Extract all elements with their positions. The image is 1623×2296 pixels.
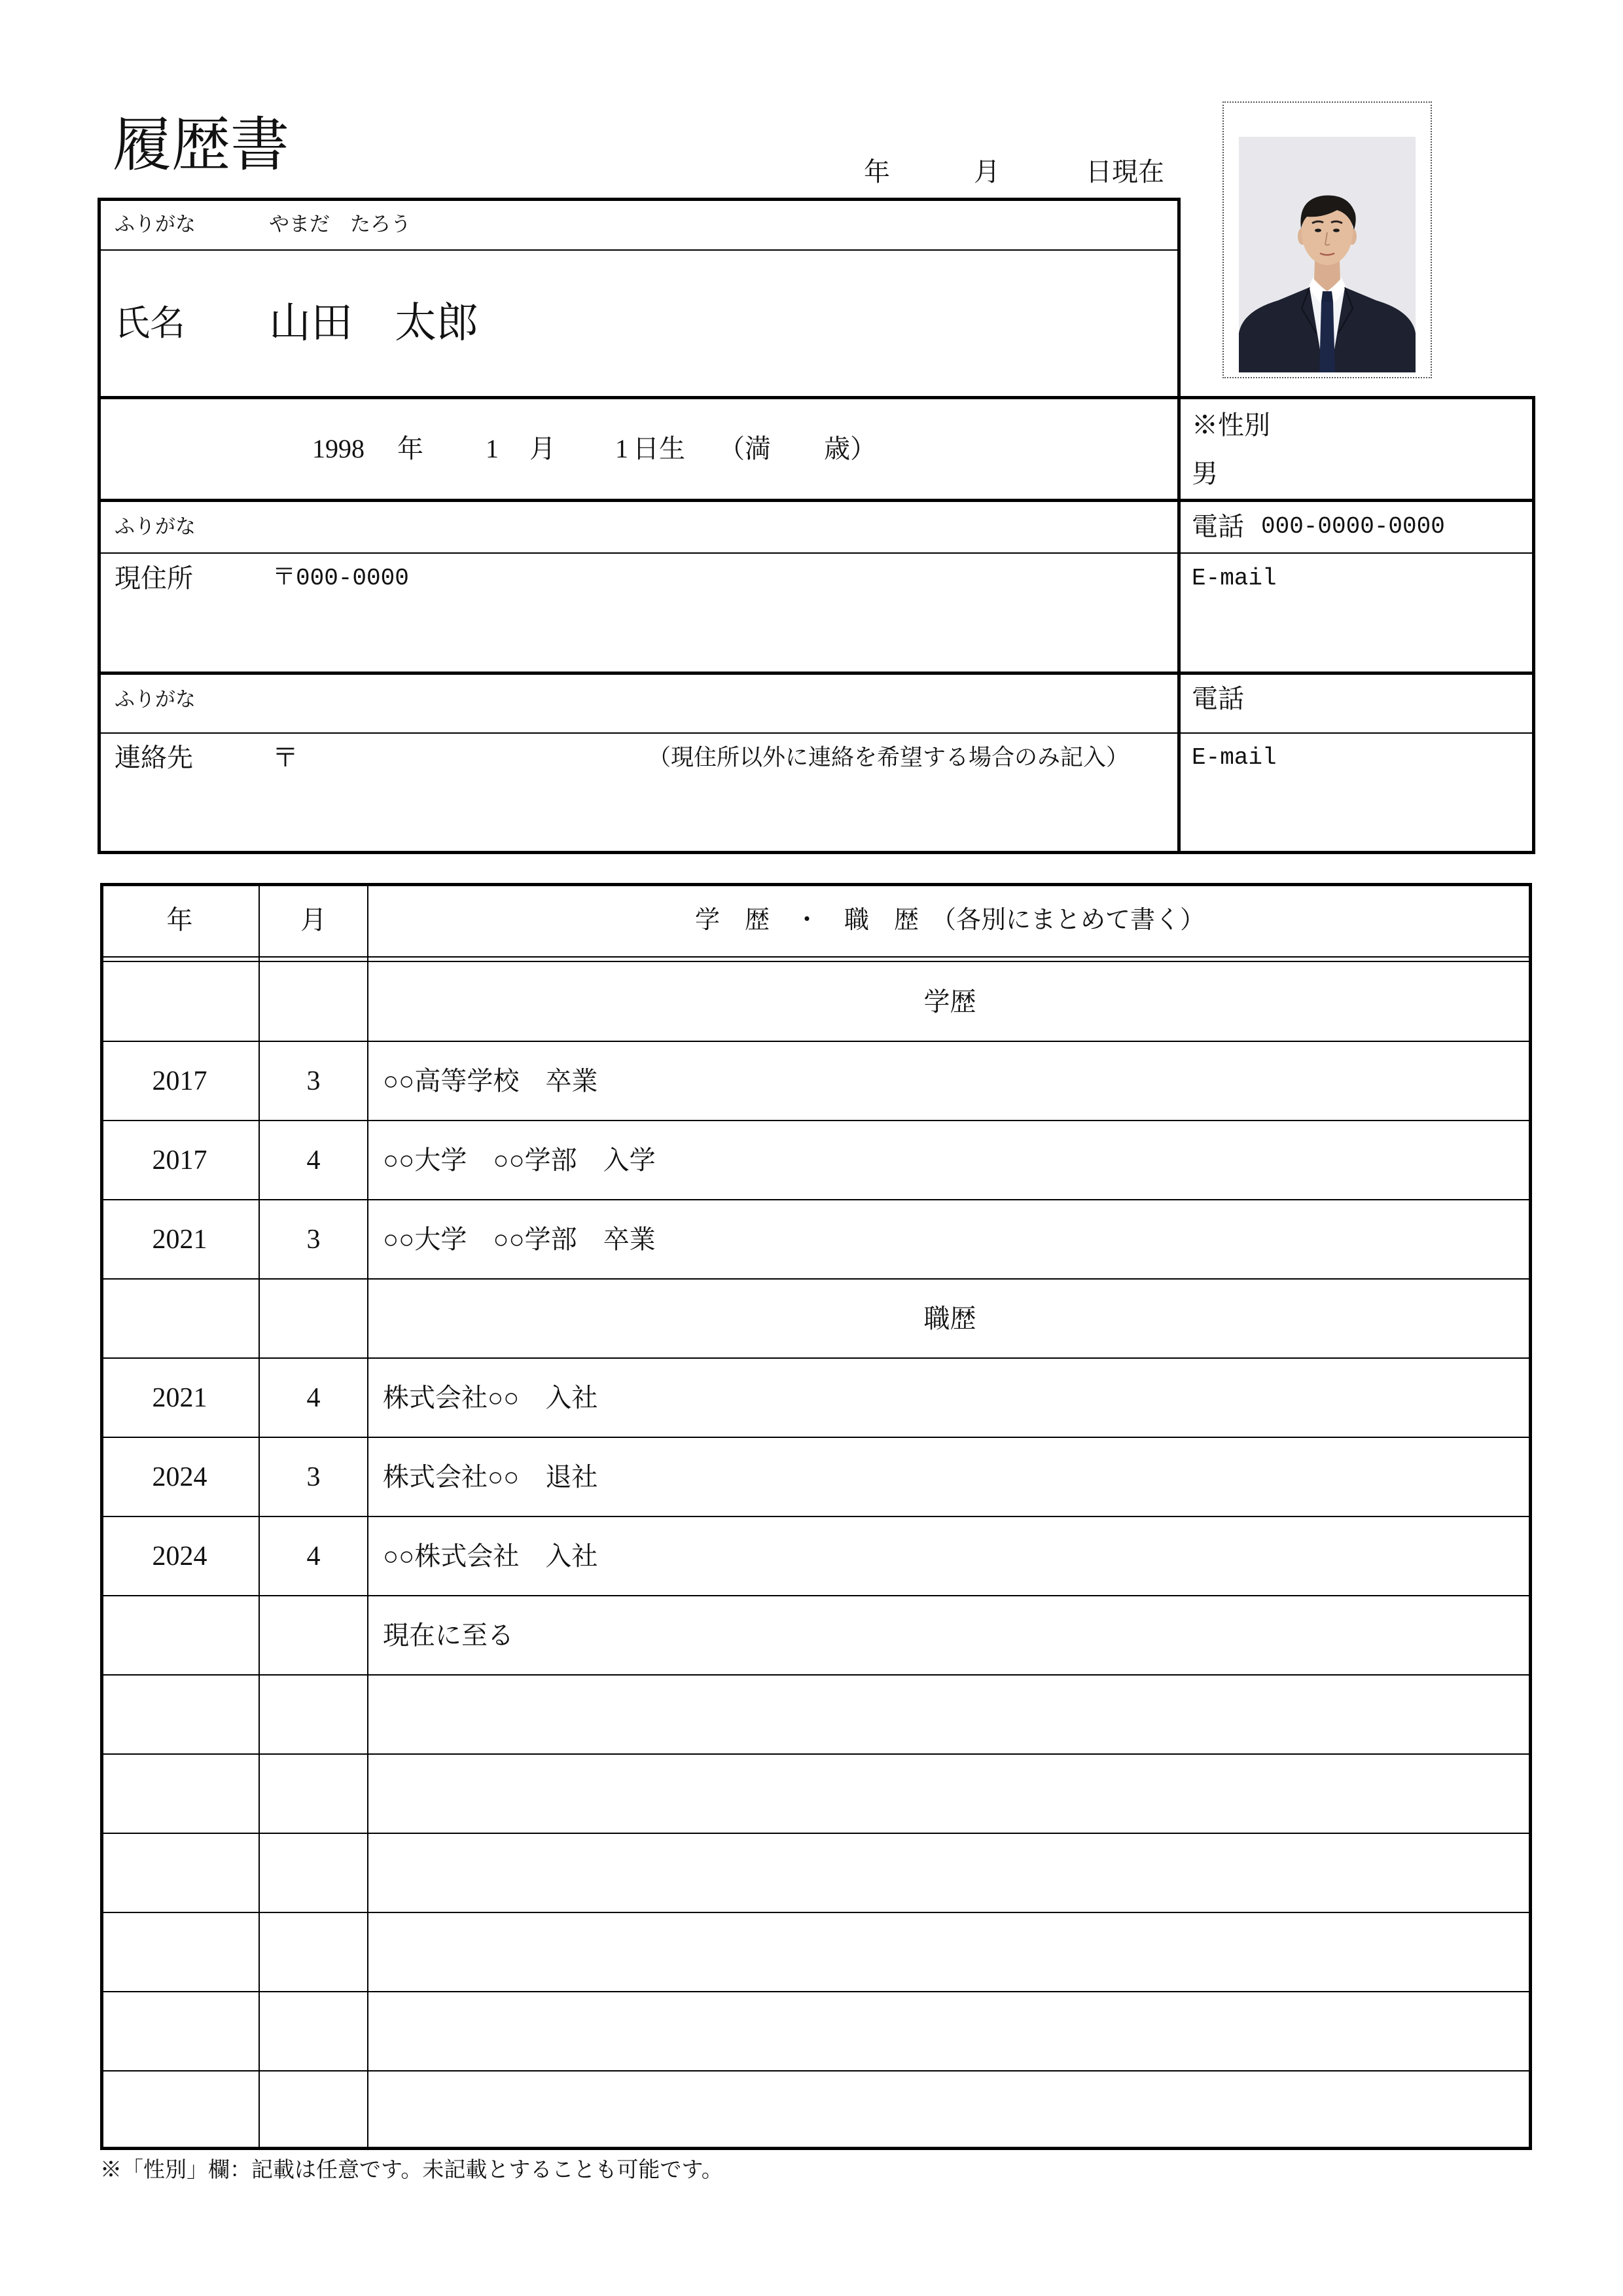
history-month-cell: 3 <box>306 1462 321 1492</box>
contact-postal: 〒 <box>272 743 298 772</box>
gender-value: 男 <box>1192 459 1218 488</box>
address-furigana-label: ふりがな <box>115 515 196 538</box>
contact-email-label: E-mail <box>1192 744 1277 771</box>
divider-line <box>98 198 1181 201</box>
birth-year-unit: 年 <box>397 434 423 463</box>
name-label: 氏名 <box>115 304 185 343</box>
address-phone-value: 000-0000-0000 <box>1261 513 1445 540</box>
history-content-cell: ○○大学 ○○学部 入学 <box>383 1145 656 1175</box>
date-month-label: 月 <box>974 157 1000 187</box>
address-postal: 〒000-0000 <box>272 565 409 592</box>
age-open: （満 <box>719 434 771 463</box>
history-content-cell: 株式会社○○ 退社 <box>383 1462 598 1492</box>
history-table-border <box>100 883 1532 2150</box>
history-content-cell: ○○株式会社 入社 <box>383 1541 598 1571</box>
history-year-cell: 2021 <box>152 1382 207 1413</box>
history-content-cell: 株式会社○○ 入社 <box>383 1382 598 1412</box>
name-furigana-value: やまだ たろう <box>269 213 411 236</box>
history-header-year: 年 <box>166 905 193 935</box>
contact-note: （現住所以外に連絡を希望する場合のみ記入） <box>648 745 1130 770</box>
date-day-label: 日現在 <box>1086 157 1164 187</box>
history-year-cell: 2017 <box>152 1145 207 1175</box>
birth-month: 1 <box>486 434 499 463</box>
birth-day: 1 <box>615 434 628 463</box>
history-month-cell: 4 <box>306 1382 321 1413</box>
gender-label: ※性別 <box>1192 410 1270 440</box>
history-month-cell: 4 <box>306 1145 321 1175</box>
history-month-cell: 3 <box>306 1224 321 1255</box>
name-value: 山田 太郎 <box>269 300 478 346</box>
history-section-heading: 学歴 <box>923 986 976 1016</box>
history-year-cell: 2021 <box>152 1224 207 1255</box>
birth-month-unit: 月 <box>529 434 556 463</box>
divider-line <box>99 732 1533 734</box>
birth-year: 1998 <box>312 434 365 463</box>
divider-line <box>98 672 1535 675</box>
age-close: 歳） <box>824 434 876 463</box>
history-content-cell: ○○高等学校 卒業 <box>383 1066 598 1096</box>
history-header-month: 月 <box>300 905 327 935</box>
divider-line <box>99 552 1533 554</box>
contact-furigana-label: ふりがな <box>115 688 196 711</box>
history-year-cell: 2017 <box>152 1066 207 1096</box>
contact-phone-label: 電話 <box>1192 684 1244 713</box>
divider-line <box>98 499 1535 502</box>
divider-line <box>98 851 1535 854</box>
divider-line <box>99 249 1179 251</box>
history-content-cell: 現在に至る <box>383 1620 514 1650</box>
divider-line <box>1177 198 1181 854</box>
address-email-label: E-mail <box>1192 565 1277 592</box>
history-month-cell: 4 <box>306 1541 321 1571</box>
history-header-content: 学 歴 ・ 職 歴 （各別にまとめて書く） <box>694 906 1205 934</box>
contact-label: 連絡先 <box>115 743 193 772</box>
divider-line <box>98 396 1535 399</box>
history-month-cell: 3 <box>306 1066 321 1096</box>
footnote: ※「性別」欄：記載は任意です。未記載とすることも可能です。 <box>100 2159 723 2182</box>
name-furigana-label: ふりがな <box>115 213 196 236</box>
document-title: 履歴書 <box>113 113 289 178</box>
address-label: 現住所 <box>115 564 193 593</box>
history-year-cell: 2024 <box>152 1462 207 1492</box>
divider-line <box>1532 396 1535 854</box>
date-year-label: 年 <box>864 157 890 187</box>
profile-photo <box>1239 137 1416 372</box>
history-table <box>100 883 1532 2150</box>
history-content-cell: ○○大学 ○○学部 卒業 <box>383 1224 656 1254</box>
address-phone-label: 電話 <box>1192 512 1244 541</box>
birth-day-unit: 日生 <box>633 434 685 463</box>
history-year-cell: 2024 <box>152 1541 207 1571</box>
divider-line <box>98 198 101 854</box>
history-section-heading: 職歴 <box>923 1303 976 1333</box>
